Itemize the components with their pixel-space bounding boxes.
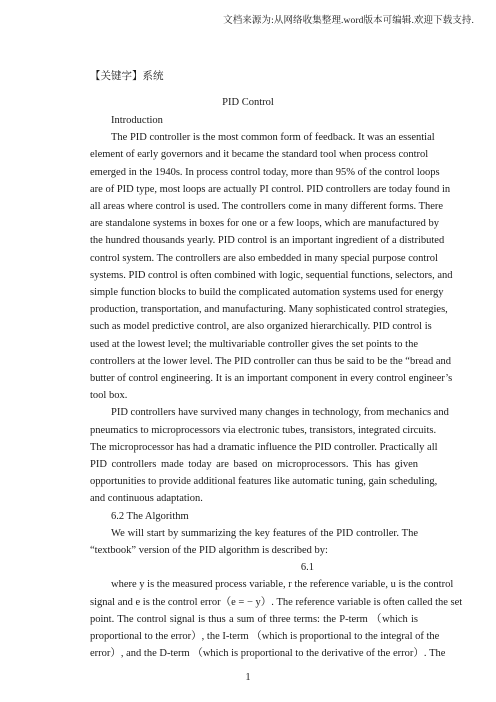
text-line: where y is the measured process variable, r the reference variable, u is the control	[111, 579, 454, 591]
text-line: simple function blocks to build the complicated automation systems used for energy	[90, 287, 444, 299]
text-line: proportional to the error）, the I-term （which is proportional to the integral of the	[90, 631, 440, 643]
text-line: opportunities to provide additional features like automatic tuning, gain scheduling,	[90, 476, 438, 488]
header-note: 文档来源为:从网络收集整理.word版本可编辑.欢迎下载支持.	[223, 16, 474, 26]
text-line: such as model predictive control, are also organized hierarchically. PID control is	[90, 321, 432, 333]
text-line: “textbook” version of the PID algorithm is described by:	[90, 545, 328, 557]
document-title: PID Control	[222, 97, 274, 108]
text-line: tool box.	[90, 390, 128, 402]
body-text	[90, 112, 463, 663]
text-line: production, transportation, and manufacturing. Many sophisticated control strategies,	[90, 304, 448, 316]
text-line: and continuous adaptation.	[90, 493, 203, 505]
text-line: We will start by summarizing the key features of the PID controller. The	[111, 527, 418, 539]
text-line: signal and e is the control error（e = − y）. The reference variable is often called the set	[90, 596, 463, 608]
text-line: pneumatics to microprocessors via electronic tubes, transistors, integrated circuits.	[90, 424, 437, 436]
text-line: error）, and the D-term （which is proportional to the derivative of the error）. The	[90, 648, 446, 660]
keywords-line: 【关键字】系统	[90, 71, 164, 82]
text-line: PID controllers made today are based on microprocessors. This has given	[90, 459, 418, 471]
text-line: The PID controller is the most common form of feedback. It was an essential	[111, 132, 435, 144]
text-line: point. The control signal is thus a sum of three terms: the P-term （which is	[90, 613, 418, 625]
text-line: are standalone systems in boxes for one or a few loops, which are manufactured by	[90, 218, 440, 230]
text-line: control system. The controllers are also embedded in many special purpose control	[90, 252, 438, 264]
text-line: systems. PID control is often combined with logic, sequential functions, selectors, and	[90, 269, 453, 281]
text-line: emerged in the 1940s. In process control today, more than 95% of the control loops	[90, 166, 440, 178]
text-line: the hundred thousands yearly. PID control is an important ingredient of a distributed	[90, 235, 445, 247]
text-line: The microprocessor has had a dramatic influence the PID controller. Practically all	[90, 441, 438, 453]
text-line: butter of control engineering. It is an important component in every control engineer’s	[90, 373, 453, 385]
text-line: element of early governors and it became the standard tool when process control	[90, 149, 429, 161]
text-line: controllers at the lower level. The PID controller can thus be said to be the “bread and	[90, 355, 452, 367]
text-line: 6.1	[300, 562, 314, 574]
text-line: 6.2 The Algorithm	[111, 510, 189, 522]
text-line: all areas where control is used. The controllers come in many different forms. There	[90, 201, 444, 213]
text-line: used at the lowest level; the multivariable controller gives the set points to the	[90, 338, 418, 350]
page-number: 1	[245, 672, 251, 683]
text-line: PID controllers have survived many changes in technology, from mechanics and	[111, 407, 449, 419]
text-line: Introduction	[111, 115, 163, 126]
text-line: are of PID type, most loops are actually PI control. PID controllers are today found in	[90, 183, 451, 195]
